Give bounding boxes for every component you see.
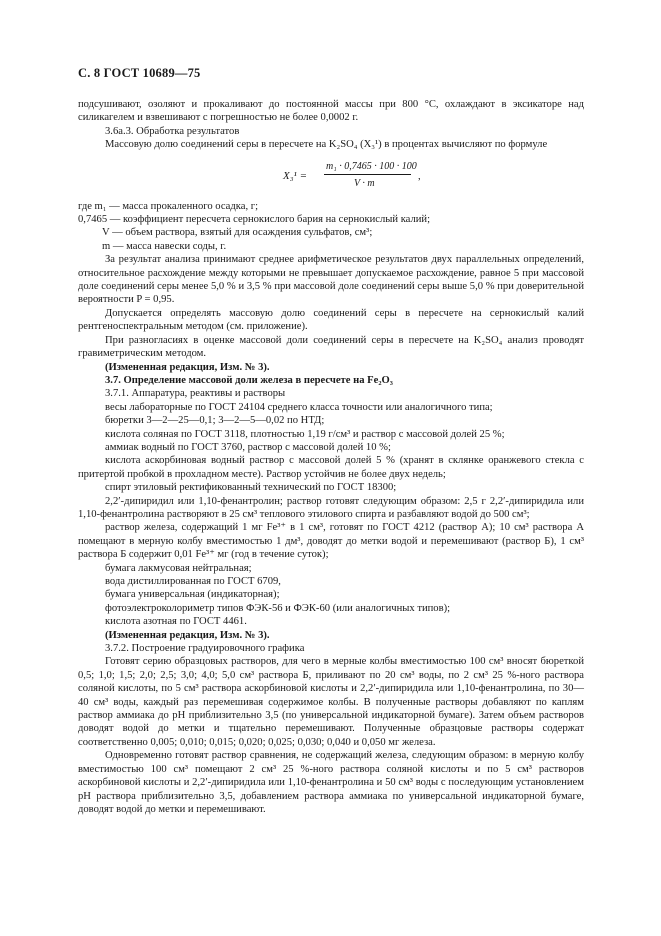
list-item: раствор железа, содержащий 1 мг Fe³⁺ в 1 см³, готовят по ГОСТ 4212 (раствор А); 10 см³ раствора А помещают в мерную колбу вместимостью 1 дм³, доводят до метки водой и перемешивают (раствор Б), 1 см³ раствора Б содержит 0,01 Fe³⁺ мг (год в течение суток); xyxy=(78,522,584,561)
formula-tail: , xyxy=(418,170,421,182)
definition-line: 0,7465 — коэффициент пересчета сернокислого бария на сернокислый калий; xyxy=(78,214,431,226)
page-header: С. 8 ГОСТ 10689—75 xyxy=(78,66,201,80)
amendment-note: (Измененная редакция, Изм. № 3). xyxy=(105,361,270,373)
fraction-bar xyxy=(324,174,411,175)
document-body xyxy=(78,98,584,816)
list-item: кислота азотная по ГОСТ 4461. xyxy=(105,616,247,628)
paragraph: подсушивают, озоляют и прокаливают до постоянной массы при 800 °С, охлаждают в эксикаторе над силикагелем и взвешивают с погрешностью не более 0,0002 г. xyxy=(78,99,584,124)
list-item: бумага лакмусовая нейтральная; xyxy=(105,562,252,574)
list-item: бюретки 3—2—25—0,1; 3—2—5—0,02 по НТД; xyxy=(105,415,325,427)
section-heading: 3.7. Определение массовой доли железа в пересчете на Fe₂O₃ xyxy=(105,374,393,386)
list-item: аммиак водный по ГОСТ 3760, раствор с массовой долей 10 %; xyxy=(105,441,391,453)
list-item: 2,2′-дипиридил или 1,10-фенантролин; раствор готовят следующим образом: 2,5 г 2,2′-дипиридила или 1,10-фенантролина растворяют в 25 см³ теплового этилового спирта и разбавляют водой до 500 см³; xyxy=(78,495,584,520)
list-item: вода дистиллированная по ГОСТ 6709, xyxy=(105,576,281,587)
formula-denominator: V · m xyxy=(354,177,375,189)
list-item: бумага универсальная (индикаторная); xyxy=(105,589,280,601)
definition-line: V — объем раствора, взятый для осаждения сульфатов, см³; xyxy=(102,227,373,239)
subsection-heading: 3.7.1. Аппаратура, реактивы и растворы xyxy=(105,388,286,400)
paragraph: Допускается определять массовую долю соединений серы в пересчете на сернокислый калий рентгеноспектральным методом (см. приложение). xyxy=(78,307,584,333)
paragraph: Готовят серию образцовых растворов, для чего в мерные колбы вместимостью 100 см³ вносят бюреткой 0,5; 1,0; 1,5; 2,0; 2,5; 3,0; 4,0; 5,0 см³ раствора Б, приливают по 20 см³ воды, по 2 см³ 25 %-ного раствора соляной кислоты, по 5 см³ раствора аскорбиновой кислоты и 2,2′-дипиридила или 1,10-фенантролина, по 30—40 см³ воды, каждый раз перемешивая содержимое колбы. В полученные растворы добавляют по каплям раствор аммиака до pH приблизительно 3,5 (по универсальной индикаторной бумаге). Затем объем растворов доводят водой до метки и тщательно перемешивают. Полученные образцовые растворы содержат соответственно 0,005; 0,010; 0,015; 0,020; 0,025; 0,030; 0,040 и 0,050 мг железа. xyxy=(78,656,584,748)
list-item: кислота соляная по ГОСТ 3118, плотностью 1,19 г/см³ и раствор с массовой долей 25 %; xyxy=(105,428,505,440)
list-item: спирт этиловый ректификованный технический по ГОСТ 18300; xyxy=(105,482,397,494)
formula xyxy=(78,156,584,196)
definition-line: где m₁ — масса прокаленного осадка, г; xyxy=(78,200,259,212)
section-heading: 3.6а.3. Обработка результатов xyxy=(105,125,240,137)
paragraph: Массовую долю соединений серы в пересчете на K₂SO₄ (X₃¹) в процентах вычисляют по формуле xyxy=(105,139,548,151)
paragraph: При разногласиях в оценке массовой доли соединений серы в пересчете на K₂SO₄ анализ проводят гравиметрическим методом. xyxy=(78,334,584,360)
list-item: весы лабораторные по ГОСТ 24104 среднего класса точности или аналогичного типа; xyxy=(105,401,493,413)
formula-numerator: m₁ · 0,7465 · 100 · 100 xyxy=(326,160,417,172)
paragraph: Одновременно готовят раствор сравнения, не содержащий железа, следующим образом: в мерную колбу вместимостью 100 см³ помещают 2 см³ 25 %-ного раствора соляной кислоты и по 5 см³ растворов аскорбиновой кислоты и 2,2′-дипиридила или 1,10-фенантролина и 50 см³ воды с последующим установлением pH раствора приблизительно 3,5, добавлением раствора аммиака по универсальной индикаторной бумаге, доводят водой до метки и перемешивают. xyxy=(78,750,584,815)
list-item: кислота аскорбиновая водный раствор с массовой долей 5 % (хранят в склянке оранжевого стекла с притертой пробкой в прохладном месте). Раствор устойчив не более двух недель; xyxy=(78,455,584,480)
subsection-heading: 3.7.2. Построение градуировочного графика xyxy=(105,643,305,655)
amendment-note: (Измененная редакция, Изм. № 3). xyxy=(105,629,270,641)
paragraph: За результат анализа принимают среднее арифметическое результатов двух параллельных определений, относительное расхождение между которыми не превышает допускаемое расхождение, равное 5 при массовой доле соединений серы менее 5,0 % и 3,5 % при массовой доле соединений серы выше 5,0 % при доверительной вероятности P = 0,95. xyxy=(78,254,584,306)
formula-lhs: X₃¹ = xyxy=(283,169,308,182)
definition-line: m — масса навески соды, г. xyxy=(102,240,227,252)
list-item: фотоэлектроколориметр типов ФЭК-56 и ФЭК-60 (или аналогичных типов); xyxy=(105,602,451,614)
